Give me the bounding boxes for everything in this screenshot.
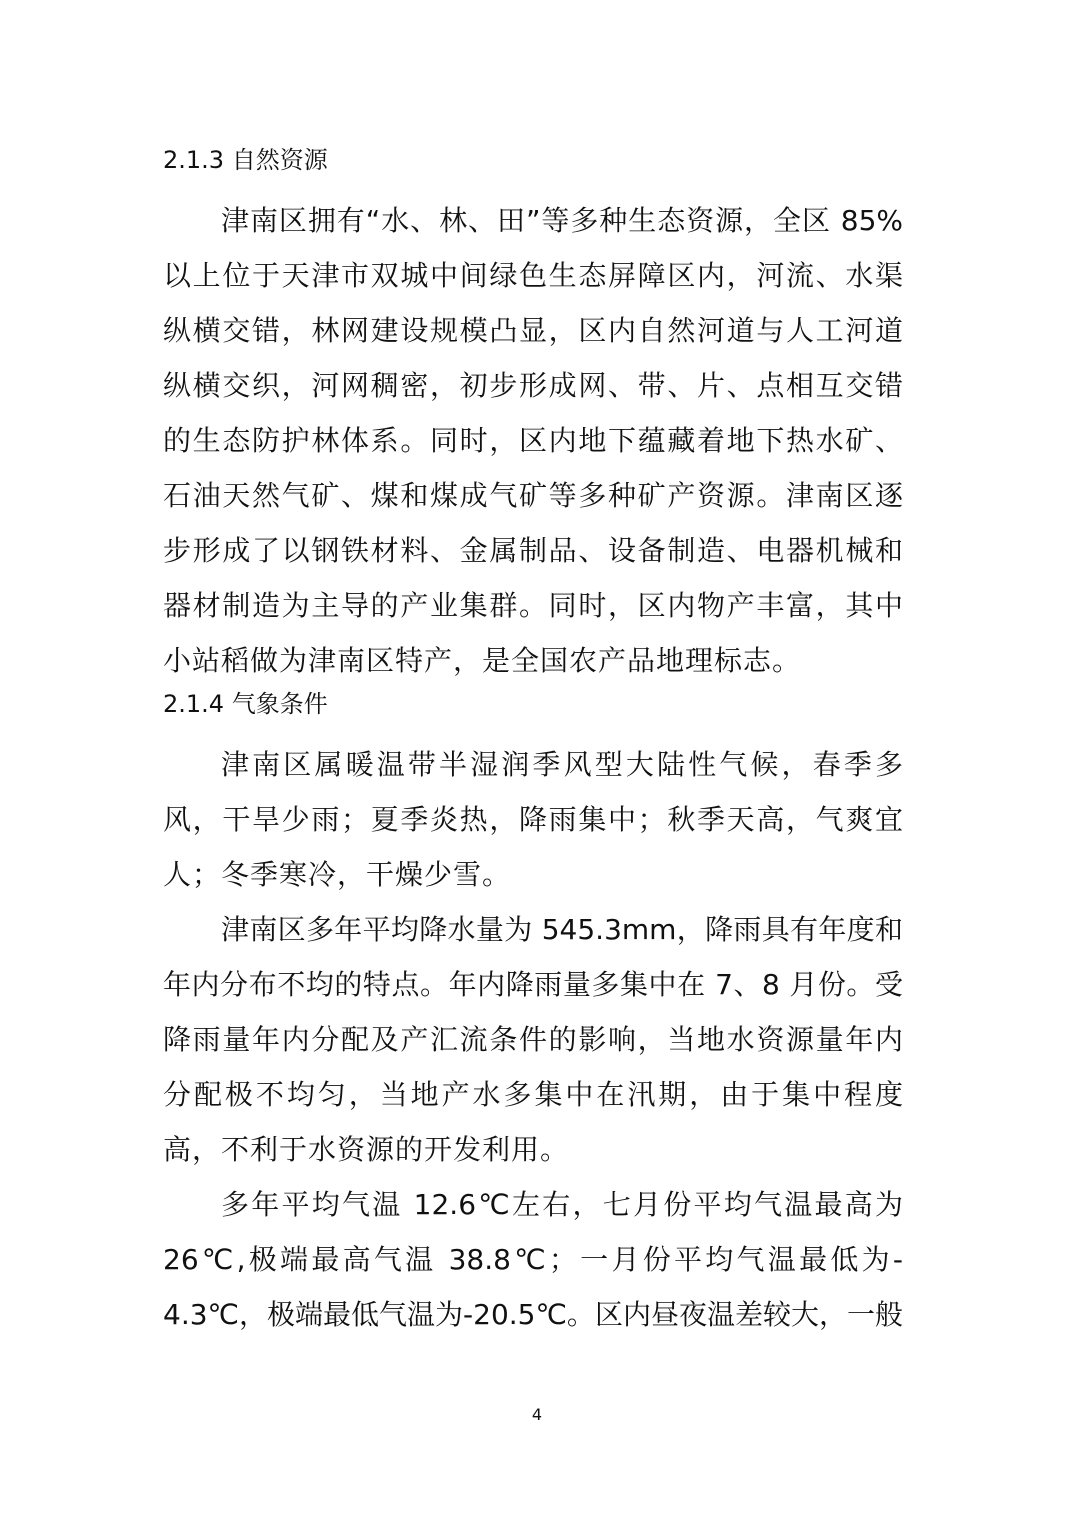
section-heading-climate-conditions: 2.1.4 气象条件 — [163, 690, 328, 718]
text-line: 石油天然气矿、煤和煤成气矿等多种矿产资源。津南区逐 — [163, 479, 903, 512]
text-line: 津南区属暖温带半湿润季风型大陆性气候，春季多 — [221, 748, 903, 781]
text-line: 人；冬季寒冷，干燥少雪。 — [163, 858, 512, 891]
page-number: 4 — [531, 1405, 543, 1424]
text-line: 高，不利于水资源的开发利用。 — [163, 1133, 570, 1166]
text-line: 步形成了以钢铁材料、金属制品、设备制造、电器机械和 — [163, 534, 903, 567]
text-line: 以上位于天津市双城中间绿色生态屏障区内，河流、水渠 — [163, 259, 903, 292]
text-line: 多年平均气温 12.6℃左右，七月份平均气温最高为 — [221, 1188, 903, 1221]
text-line: 纵横交错，林网建设规模凸显，区内自然河道与人工河道 — [163, 314, 903, 347]
text-line: 年内分布不均的特点。年内降雨量多集中在 7、8 月份。受 — [163, 968, 903, 1001]
text-line: 纵横交织，河网稠密，初步形成网、带、片、点相互交错 — [163, 369, 903, 402]
text-line: 的生态防护林体系。同时，区内地下蕴藏着地下热水矿、 — [163, 424, 903, 457]
text-line: 风，干旱少雨；夏季炎热，降雨集中；秋季天高，气爽宜 — [163, 803, 903, 836]
text-line: 4.3℃，极端最低气温为-20.5℃。区内昼夜温差较大，一般 — [163, 1298, 903, 1331]
text-line: 26℃,极端最高气温 38.8℃；一月份平均气温最低为- — [163, 1243, 903, 1276]
text-line: 器材制造为主导的产业集群。同时，区内物产丰富，其中 — [163, 589, 903, 622]
text-line: 津南区拥有“水、林、田”等多种生态资源，全区 85% — [221, 204, 903, 237]
text-line: 津南区多年平均降水量为 545.3mm，降雨具有年度和 — [221, 913, 903, 946]
text-line: 降雨量年内分配及产汇流条件的影响，当地水资源量年内 — [163, 1023, 903, 1056]
section-heading-natural-resources: 2.1.3 自然资源 — [163, 146, 328, 174]
text-line: 分配极不均匀，当地产水多集中在汛期，由于集中程度 — [163, 1078, 903, 1111]
text-line: 小站稻做为津南区特产，是全国农产品地理标志。 — [163, 644, 802, 677]
